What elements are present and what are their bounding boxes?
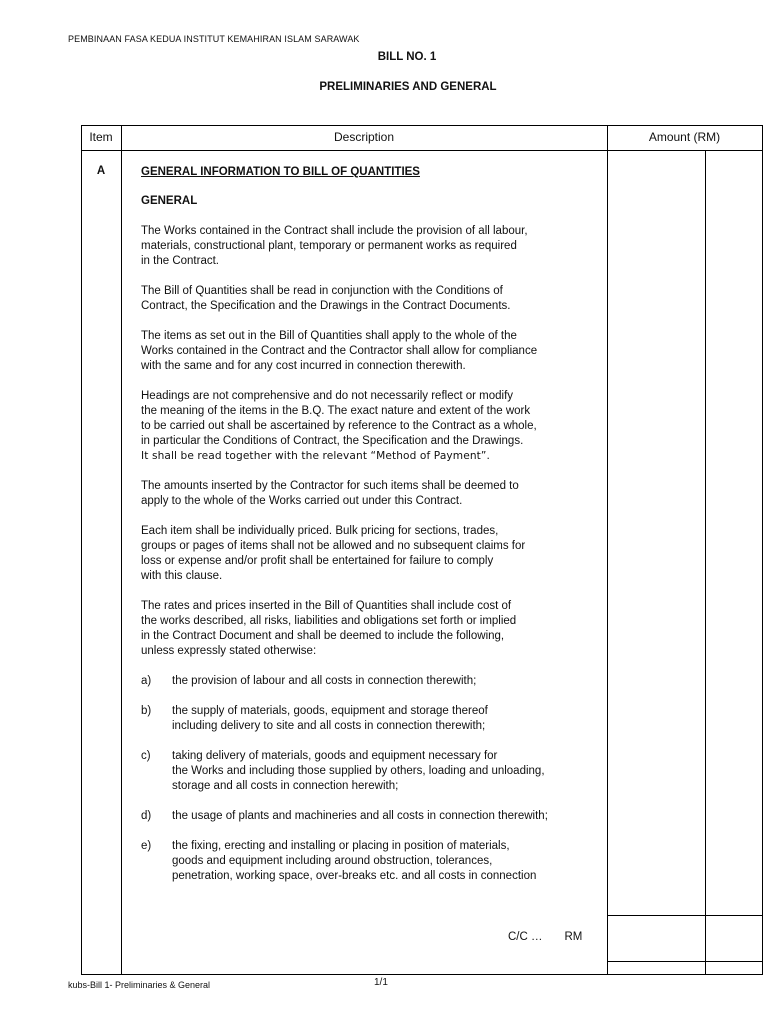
clause-c xyxy=(141,749,606,794)
section-subheading: GENERAL xyxy=(141,195,198,207)
carried-forward-currency: RM xyxy=(564,931,583,943)
clause-text: the supply of materials, goods, equipment and storage thereof including delivery to site and all costs in connection therewith; xyxy=(172,705,488,732)
paragraph-individual-pricing: Each item shall be individually priced. Bulk pricing for sections, trades, groups or pages of items shall not be allowed and no subsequent claims for loss or expense and/or profit shall be entertained for failure to comply with this clause. xyxy=(141,525,526,582)
bill-title-text: PRELIMINARIES AND GENERAL xyxy=(319,81,497,93)
clause-label: e) xyxy=(141,840,152,852)
paragraph-works-scope: The Works contained in the Contract shall include the provision of all labour, materials, constructional plant, temporary or permanent works as required in the Contract. xyxy=(141,225,528,267)
column-header-description: Description xyxy=(333,130,395,144)
paragraph-rates-and-prices: The rates and prices inserted in the Bill of Quantities shall include cost of the works described, all risks, liabilities and obligations set forth or implied in the Contract Document and shall be deemed to include the following, unless expressly stated otherwise: xyxy=(141,600,517,657)
clause-a xyxy=(141,674,606,689)
table-border-left xyxy=(81,125,82,975)
clause-label: c) xyxy=(141,750,151,762)
clause-text: the provision of labour and all costs in connection therewith; xyxy=(172,675,477,687)
clause-label: a) xyxy=(141,675,152,687)
bill-number-text: BILL NO. 1 xyxy=(377,51,437,63)
total-box-bottom-line xyxy=(607,961,763,962)
paragraph-method-of-payment: It shall be read together with the relevant “Method of Payment”. xyxy=(141,450,490,462)
cents-column-divider xyxy=(705,150,706,974)
table-border-bottom xyxy=(81,974,763,975)
footer-page-number: 1/1 xyxy=(374,977,388,988)
paragraph-items-apply: The items as set out in the Bill of Quantities shall apply to the whole of the Works contained in the Contract and the Contractor shall allow for compliance with the same and for any cost incurred in connection therewith. xyxy=(141,330,538,372)
carried-forward-label: C/C … xyxy=(508,931,543,943)
item-description xyxy=(141,165,606,899)
clause-label: d) xyxy=(141,810,152,822)
bill-title xyxy=(0,81,768,93)
item-column-divider xyxy=(121,125,122,975)
column-header-amount: Amount (RM) xyxy=(648,130,721,144)
clause-text: taking delivery of materials, goods and equipment necessary for the Works and including those supplied by others, loading and unloading, storage and all costs in connection herewith; xyxy=(172,750,545,792)
clause-b xyxy=(141,704,606,734)
section-heading: GENERAL INFORMATION TO BILL OF QUANTITIES xyxy=(141,166,420,178)
footer-file-label: kubs-Bill 1- Preliminaries & General xyxy=(68,980,211,990)
paragraph-headings: Headings are not comprehensive and do not necessarily reflect or modify the meaning of the items in the B.Q. The exact nature and extent of the work to be carried out shall be ascertained by reference to the Contract as a whole, in particular the Conditions of Contract, the Specification and the Drawings. xyxy=(141,390,537,447)
paragraph-headings-group xyxy=(141,389,606,464)
carried-forward xyxy=(508,931,582,943)
clause-label: b) xyxy=(141,705,152,717)
item-letter: A xyxy=(96,165,106,177)
table-border-right xyxy=(762,125,763,975)
description-column-divider xyxy=(607,125,608,975)
table-border-top xyxy=(81,125,763,126)
bill-number xyxy=(0,51,768,63)
total-box-top-line xyxy=(607,915,763,916)
paragraph-read-in-conjunction: The Bill of Quantities shall be read in conjunction with the Conditions of Contract, the Specification and the Drawings in the Contract Documents. xyxy=(141,285,511,312)
table-header-separator xyxy=(81,150,763,151)
clause-e xyxy=(141,839,606,884)
column-header-item: Item xyxy=(89,130,113,144)
paragraph-amounts-inserted: The amounts inserted by the Contractor for such items shall be deemed to apply to the whole of the Works carried out under this Contract. xyxy=(141,480,519,507)
clause-text: the usage of plants and machineries and all costs in connection therewith; xyxy=(172,810,548,822)
clause-d xyxy=(141,809,606,824)
clause-text: the fixing, erecting and installing or placing in position of materials, goods and equipment including around obstruction, tolerances, penetration, working space, over-breaks etc. and all costs in connection xyxy=(172,840,537,882)
page-header-institution: PEMBINAAN FASA KEDUA INSTITUT KEMAHIRAN ISLAM SARAWAK xyxy=(68,34,360,44)
